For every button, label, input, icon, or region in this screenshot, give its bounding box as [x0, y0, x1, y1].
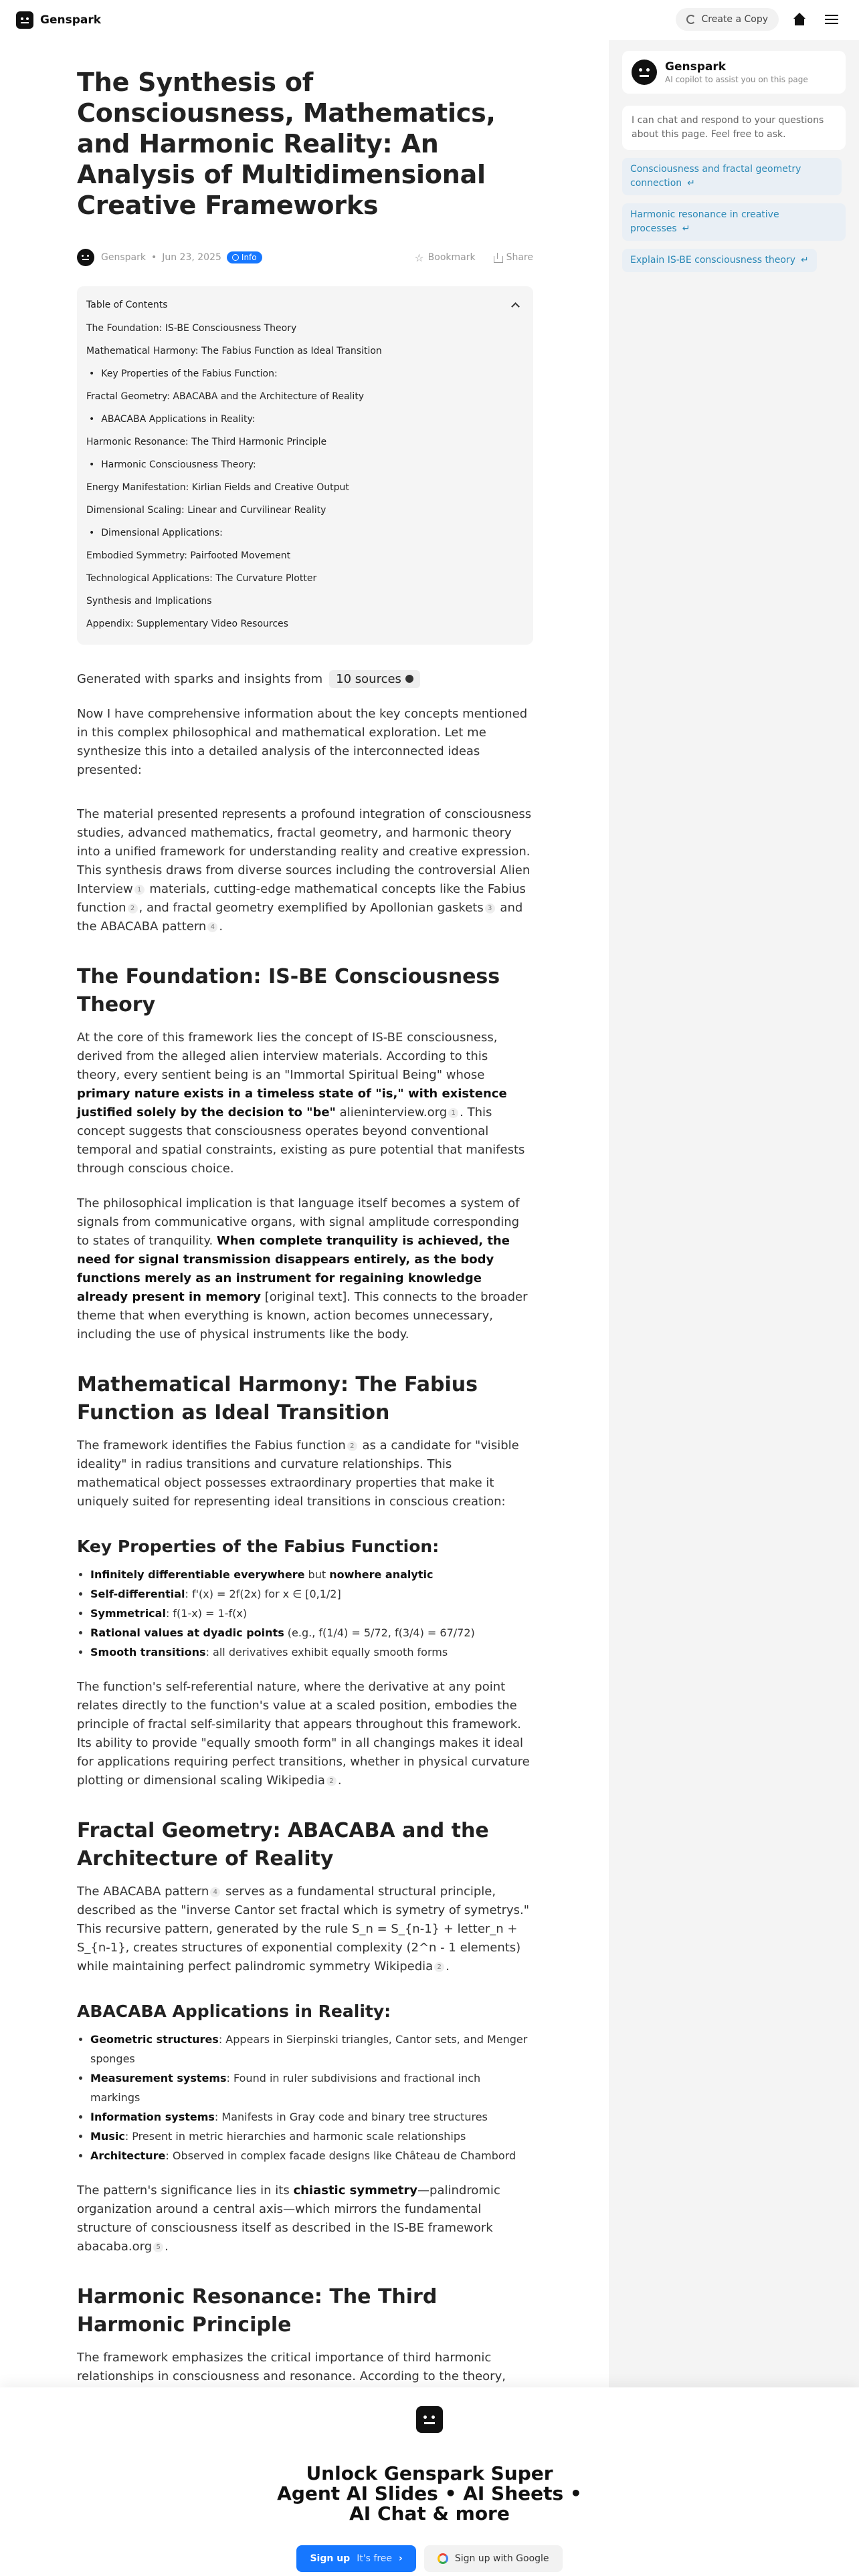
- list-item: [90, 2107, 533, 2127]
- toc-item[interactable]: Embodied Symmetry: Pairfooted Movement: [86, 550, 291, 561]
- text: (e.g., f(1/4) = 5/72, f(3/4) = 67/72): [284, 1626, 475, 1639]
- paragraph: [77, 1883, 533, 1976]
- create-copy-label: Create a Copy: [701, 14, 768, 25]
- sources-count: 10 sources: [336, 671, 401, 686]
- toc-item[interactable]: Technological Applications: The Curvature Plotter: [86, 573, 317, 584]
- text: : Found in ruler subdivisions and fractional inch markings: [90, 2072, 481, 2104]
- toc-item[interactable]: Synthesis and Implications: [86, 596, 212, 607]
- bold-text: Self-differential: [90, 1588, 185, 1600]
- citation-badge[interactable]: 2: [326, 1776, 337, 1786]
- text: . This concept suggests that consciousness operates beyond conventional temporal and spatial constraints, existing as pure potential that manifests through conscious choice.: [77, 1105, 525, 1176]
- info-badge[interactable]: [227, 251, 262, 263]
- list-item: [90, 2127, 533, 2146]
- citation-badge[interactable]: 4: [210, 1887, 220, 1897]
- text: [original text]. This connects to the broader theme that when everything is known, action becomes unnecessary, including the use of physical instruments like the body.: [77, 1290, 528, 1341]
- citation-badge[interactable]: 2: [347, 1441, 357, 1451]
- bold-text: Symmetrical: [90, 1607, 166, 1620]
- intro-paragraph: Now I have comprehensive information about the key concepts mentioned in this complex philosophical and mathematical exploration. Let me synthesize this into a detailed analysis of the interconnected ideas presented:: [77, 707, 528, 777]
- info-icon: [232, 254, 239, 261]
- bold-text: Architecture: [90, 2149, 166, 2162]
- page-title: The Synthesis of Consciousness, Mathematics, and Harmonic Reality: An Analysis of Multidimensional Creative Frameworks: [77, 68, 496, 220]
- author-name: Genspark: [101, 252, 146, 263]
- text: : f'(x) = 2f(2x) for x ∈ [0,1/2]: [185, 1588, 341, 1600]
- text: : all derivatives exhibit equally smooth forms: [205, 1646, 448, 1658]
- text: and the ABACABA pattern: [77, 901, 523, 934]
- toc-subitem[interactable]: • Key Properties of the Fabius Function:: [86, 362, 524, 385]
- bold-text: Music: [90, 2130, 125, 2143]
- toc-item[interactable]: Mathematical Harmony: The Fabius Function as Ideal Transition: [86, 346, 382, 356]
- meta-separator: •: [151, 252, 157, 263]
- text: but: [304, 1568, 330, 1581]
- list-item: [90, 1604, 533, 1623]
- signup-cta: [0, 2387, 859, 2576]
- text: The framework emphasizes the critical importance of third harmonic relationships in consciousness and resonance. According to the theory,: [77, 2351, 506, 2383]
- share-button[interactable]: [493, 252, 533, 263]
- text: .: [219, 920, 223, 934]
- agent-name: Genspark: [665, 60, 727, 74]
- text: : Observed in complex facade designs like Château de Chambord: [165, 2149, 516, 2162]
- enter-icon: ↵: [687, 178, 695, 189]
- text: The function's self-referential nature, where the derivative at any point relates directly to the function's value at a scaled position, embodies the principle of fractal self-similarity that appears throughout this framework. Its ability to provide "equally smooth form" in all changings makes it ideal for applications requiring perfect transitions, whether in physical curvature plotting or dimensional scaling Wikipedia: [77, 1680, 530, 1788]
- text: : Manifests in Gray code and binary tree structures: [214, 2111, 488, 2123]
- text: : f(1-x) = 1-f(x): [165, 1607, 248, 1620]
- list-item: [90, 1565, 533, 1584]
- toc-header[interactable]: [86, 298, 524, 312]
- toc-item[interactable]: Energy Manifestation: Kirlian Fields and Creative Output: [86, 482, 349, 493]
- copy-icon: [686, 15, 696, 24]
- author-avatar: [77, 249, 94, 266]
- chat-intro-message: I can chat and respond to your questions about this page. Feel free to ask.: [622, 106, 846, 150]
- topbar-actions: [676, 8, 843, 31]
- genspark-logo-icon: [16, 11, 33, 29]
- sources-icon: [405, 675, 413, 683]
- bold-text: nowhere analytic: [329, 1568, 434, 1581]
- section-heading: Mathematical Harmony: The Fabius Function as Ideal Transition: [77, 1373, 478, 1424]
- agent-subtitle: AI copilot to assist you on this page: [665, 75, 808, 84]
- bold-text: Infinitely differentiable everywhere: [90, 1568, 305, 1581]
- list-item: [90, 2068, 533, 2107]
- toc-subitem[interactable]: • Harmonic Consciousness Theory:: [86, 453, 524, 476]
- signup-label: Sign up: [310, 2553, 351, 2564]
- toc-item[interactable]: Fractal Geometry: ABACABA and the Architecture of Reality: [86, 391, 365, 402]
- subsection-heading: Key Properties of the Fabius Function:: [77, 1537, 440, 1556]
- article: [77, 67, 533, 2461]
- bold-text: Information systems: [90, 2111, 215, 2123]
- citation-badge[interactable]: 2: [434, 1962, 444, 1972]
- menu-icon: [825, 15, 838, 24]
- enter-icon: ↵: [682, 223, 690, 234]
- home-icon: [793, 13, 806, 26]
- text: as a candidate for "visible ideality" in radius transitions and curvature relationships. This mathematical object possesses extraordinary properties that make it uniquely suited for representing ideal transitions in conscious creation:: [77, 1438, 519, 1509]
- list-item: [90, 2030, 533, 2068]
- text: .: [446, 1959, 450, 1973]
- suggestion-text: Explain IS-BE consciousness theory: [630, 255, 796, 265]
- google-icon: [438, 2553, 448, 2564]
- text: : Present in metric hierarchies and harmonic scale relationships: [124, 2130, 466, 2143]
- toc-item[interactable]: Appendix: Supplementary Video Resources: [86, 619, 288, 629]
- free-label: It's free: [357, 2553, 393, 2564]
- google-signup-button[interactable]: [424, 2545, 563, 2572]
- text: materials, cutting-edge mathematical concepts like the Fabius function: [77, 882, 526, 915]
- bold-text: chiastic symmetry: [293, 2183, 418, 2197]
- enter-icon: ↵: [801, 255, 809, 265]
- paragraph: [77, 1194, 533, 1344]
- text: At the core of this framework lies the concept of IS-BE consciousness, derived from the alleged alien interview materials. According to this theory, every sentient being is an "Immortal Spiritual Being" whose: [77, 1031, 498, 1082]
- brand[interactable]: [16, 11, 101, 29]
- chevron-right-icon: ›: [399, 2553, 403, 2564]
- text: The philosophical implication is that language itself becomes a system of signals from communicative organs, with signal amplitude corresponding to states of tranquility.: [77, 1196, 520, 1248]
- text: The framework identifies the Fabius function: [77, 1438, 346, 1453]
- text: —palindromic organization around a central axis—which mirrors the fundamental structure of consciousness itself as described in the IS-BE framework abacaba.org: [77, 2183, 500, 2254]
- menu-button[interactable]: [820, 8, 843, 31]
- google-signup-label: Sign up with Google: [454, 2553, 549, 2564]
- share-label: Share: [506, 252, 533, 263]
- suggestion-text: Harmonic resonance in creative processes: [630, 209, 779, 234]
- top-bar: [0, 0, 859, 40]
- list-item: [90, 1642, 533, 1662]
- suggestion-list: [622, 150, 846, 272]
- meta-actions: [414, 247, 533, 267]
- bold-text: primary nature exists in a timeless state of "is," with existence justified solely by the decision to "be": [77, 1087, 507, 1119]
- list-item: [90, 1584, 533, 1604]
- paragraph: [77, 2181, 533, 2256]
- citation-badge[interactable]: 3: [485, 903, 495, 914]
- sources-line: [77, 669, 533, 689]
- share-icon: [493, 253, 502, 262]
- create-copy-button[interactable]: [676, 8, 779, 31]
- toc-title: Table of Contents: [86, 300, 168, 310]
- suggestion-chip[interactable]: [622, 203, 846, 241]
- brand-name: Genspark: [40, 13, 102, 27]
- bookmark-label: Bookmark: [427, 252, 476, 263]
- signup-button[interactable]: [296, 2545, 415, 2572]
- bold-text: Smooth transitions: [90, 1646, 206, 1658]
- citation-badge[interactable]: 1: [134, 885, 145, 895]
- paragraph: [77, 1436, 533, 1511]
- table-of-contents: [77, 286, 533, 645]
- copilot-panel: [609, 40, 859, 2387]
- list-item: [90, 2146, 533, 2165]
- genspark-agent-icon: [632, 60, 657, 85]
- paragraph: [77, 1029, 533, 1178]
- text: : Appears in Sierpinski triangles, Cantor sets, and Menger sponges: [90, 2033, 528, 2065]
- list-item: [90, 1623, 533, 1642]
- toc-item[interactable]: Dimensional Scaling: Linear and Curvilinear Reality: [86, 505, 326, 516]
- text: The pattern's significance lies in its: [77, 2183, 294, 2197]
- chevron-up-icon[interactable]: [511, 302, 520, 311]
- star-icon: ☆: [414, 251, 424, 264]
- sources-badge[interactable]: [329, 670, 420, 688]
- section-heading: Harmonic Resonance: The Third Harmonic Principle: [77, 2285, 438, 2337]
- section-heading: The Foundation: IS-BE Consciousness Theory: [77, 965, 500, 1016]
- home-button[interactable]: [788, 8, 811, 31]
- sources-prefix: Generated with sparks and insights from: [77, 671, 323, 686]
- cta-buttons: [0, 2545, 859, 2572]
- toc-item[interactable]: The Foundation: IS-BE Consciousness Theory: [86, 323, 297, 334]
- text: The ABACABA pattern: [77, 1885, 209, 1899]
- text: The material presented represents a profound integration of consciousness studies, advanced mathematics, fractal geometry, and harmonic theory into a unified framework for understanding reality and creative expression. This synthesis draws from diverse sources including the controversial Alien Interview: [77, 807, 532, 896]
- overview-paragraph: [77, 805, 533, 936]
- citation-badge[interactable]: 2: [128, 903, 138, 914]
- toc-item[interactable]: Harmonic Resonance: The Third Harmonic Principle: [86, 437, 327, 447]
- suggestion-text: Consciousness and fractal geometry connection: [630, 164, 801, 189]
- source-link[interactable]: alieninterview.org: [335, 1105, 448, 1119]
- citation-badge[interactable]: 4: [207, 922, 217, 932]
- text: serves as a fundamental structural principle, described as the "inverse Cantor set fractal which is symetry of symetrys." This recursive pattern, generated by the rule S_n = S_{n-1} + letter_n + S_{n-1}, creates structures of exponential complexity (2^n - 1 elements) while maintaining perfect palindromic symmetry Wikipedia: [77, 1885, 530, 1973]
- article-meta: [77, 247, 533, 267]
- subsection-heading: ABACABA Applications in Reality:: [77, 2002, 391, 2021]
- abacaba-applications-list: [77, 2030, 533, 2165]
- cta-title: Unlock Genspark Super Agent AI Slides • AI Sheets • AI Chat & more: [277, 2462, 582, 2525]
- suggestion-chip[interactable]: [622, 158, 842, 195]
- fabius-properties-list: [77, 1565, 533, 1662]
- bold-text: Rational values at dyadic points: [90, 1626, 284, 1639]
- text: .: [337, 1774, 342, 1788]
- bold-text: When complete tranquility is achieved, the need for signal transmission disappears entirely, as the body functions merely as an instrument for regaining knowledge already present in memory: [77, 1234, 510, 1304]
- bold-text: Measurement systems: [90, 2072, 227, 2084]
- section-heading: Fractal Geometry: ABACABA and the Architecture of Reality: [77, 1819, 489, 1870]
- toc-subitem[interactable]: • Dimensional Applications:: [86, 522, 524, 544]
- publish-date: Jun 23, 2025: [162, 252, 221, 263]
- suggestion-chip[interactable]: [622, 249, 817, 272]
- citation-badge[interactable]: 1: [448, 1108, 458, 1118]
- genspark-logo-icon: [416, 2406, 443, 2433]
- agent-card: [622, 51, 846, 94]
- citation-badge[interactable]: 5: [153, 2242, 163, 2252]
- toc-subitem[interactable]: • ABACABA Applications in Reality:: [86, 408, 524, 431]
- text: , and fractal geometry exemplified by Apollonian gaskets: [138, 901, 484, 915]
- info-label: Info: [241, 253, 257, 262]
- bold-text: Geometric structures: [90, 2033, 219, 2046]
- bookmark-button[interactable]: [414, 251, 475, 264]
- text: .: [165, 2240, 169, 2254]
- paragraph: [77, 1678, 533, 1790]
